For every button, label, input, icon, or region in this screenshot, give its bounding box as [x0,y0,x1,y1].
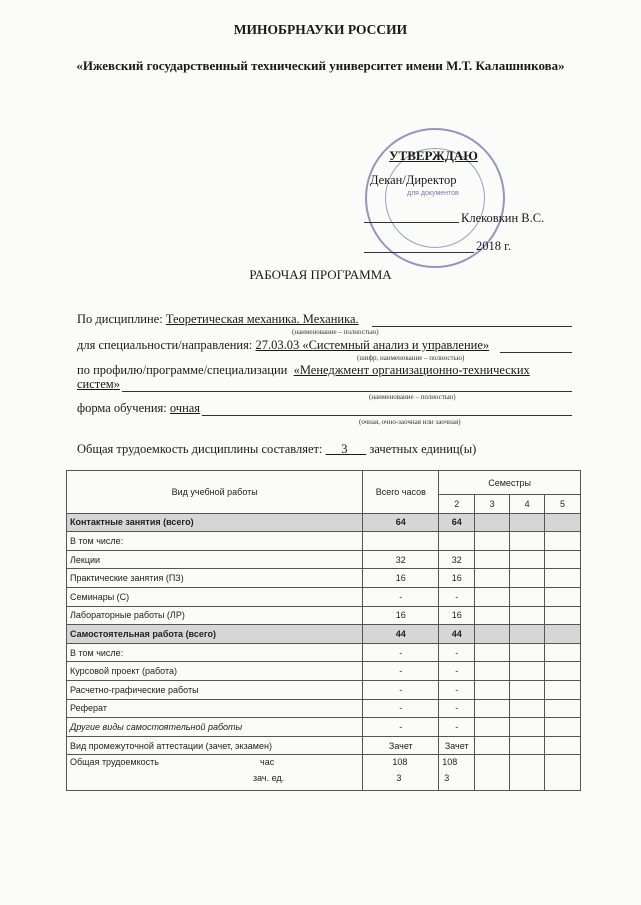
discipline-label: По дисциплине: [77,312,166,326]
profile-note: (наименование – полностью) [369,393,456,401]
table-row [67,606,581,625]
profile-label: по профилю/программе/специализации [77,363,288,377]
row-total [363,532,439,551]
row-total: 44 [363,625,439,644]
form-line [77,401,200,416]
workload-value: 3 [341,442,348,456]
table-row [67,569,581,588]
row-label: Самостоятельная работа (всего) [67,625,363,644]
workload-line [77,442,476,457]
header-total: Всего часов [363,471,439,514]
row-total: - [363,699,439,718]
row-total: - [363,662,439,681]
row-total: 64 [363,513,439,532]
total-hours: 108 [392,757,408,768]
row-s2: - [439,718,475,737]
row-s2: - [439,699,475,718]
row-s2: 16 [439,569,475,588]
row-label: Другие виды самостоятельной работы [67,718,363,737]
total-label: Общая трудоемкость [70,757,159,768]
semester-num: 2 [439,495,475,514]
table-row [67,662,581,681]
row-label: Семинары (С) [67,587,363,606]
signature-line [364,222,459,223]
row-label: Курсовой проект (работа) [67,662,363,681]
row-total: - [363,718,439,737]
approval-date: 2018 г. [476,239,511,253]
workload-unit: зачетных единиц(ы) [366,442,477,456]
workload-table [66,470,581,791]
semester-num: 5 [545,495,581,514]
approval-signer: Клековкин В.С. [461,211,545,225]
table-row [67,736,581,755]
row-label: В том числе: [67,532,363,551]
row-s2: 44 [439,625,475,644]
stamp-text: для документов [407,190,459,197]
row-label: Вид промежуточной аттестации (зачет, экзамен) [67,736,363,755]
university-name: «Ижевский государственный технический университет имени М.Т. Калашникова» [76,58,565,73]
row-label: Расчетно-графические работы [67,680,363,699]
document-title: РАБОЧАЯ ПРОГРАММА [249,267,392,282]
row-s2: - [439,643,475,662]
table-row [67,587,581,606]
table-header-row [67,471,581,495]
profile-line-2 [77,377,120,392]
row-label: В том числе: [67,643,363,662]
profile-line [77,363,530,378]
row-s2: 16 [439,606,475,625]
row-total: - [363,680,439,699]
row-total: 32 [363,550,439,569]
row-total: - [363,643,439,662]
row-label: Контактные занятия (всего) [67,513,363,532]
table-row [67,625,581,644]
header-type: Вид учебной работы [67,471,363,514]
row-s2: - [439,587,475,606]
table-row [67,718,581,737]
ministry-header: МИНОБРНАУКИ РОССИИ [233,22,408,37]
row-s2: Зачет [439,736,475,755]
row-label: Практические занятия (ПЗ) [67,569,363,588]
speciality-label: для специальности/направления: [77,338,256,352]
semester-num: 4 [510,495,545,514]
row-s2: 32 [439,550,475,569]
workload-value-wrap [326,442,367,456]
approval-role: Декан/Директор [370,173,457,187]
speciality-value: 27.03.03 «Системный анализ и управление» [255,338,490,352]
semester-num: 3 [475,495,510,514]
table-total-row [67,755,581,791]
speciality-line [77,338,489,353]
s2-hours: 108 [442,757,458,768]
table-row [67,532,581,551]
form-note: (очная, очно-заочная или заочная) [359,418,461,426]
form-value: очная [169,401,201,415]
row-label: Лекции [67,550,363,569]
row-total: Зачет [363,736,439,755]
discipline-line [77,312,359,327]
total-unit-credits: зач. ед. [253,773,285,784]
profile-value-2: систем» [77,377,120,391]
profile-value: «Менеджмент организационно-технических [293,363,530,377]
table-row [67,513,581,532]
discipline-value: Теоретическая механика. Механика. [165,312,359,326]
table-row [67,680,581,699]
table-row [67,550,581,569]
total-unit-hours: час [260,757,275,768]
approval-heading: УТВЕРЖДАЮ [389,148,478,163]
discipline-note: (наименование – полностью) [292,328,379,336]
row-label: Реферат [67,699,363,718]
table-row [67,699,581,718]
s2-credits: 3 [444,773,450,784]
row-s2 [439,532,475,551]
table-row [67,643,581,662]
speciality-note: (шифр, наименование – полностью) [357,354,465,362]
row-s2: - [439,680,475,699]
header-semesters: Семестры [439,471,581,495]
row-s2: - [439,662,475,681]
form-label: форма обучения: [77,401,170,415]
date-line [364,252,474,253]
row-total: - [363,587,439,606]
row-total: 16 [363,569,439,588]
row-total: 16 [363,606,439,625]
row-label: Лабораторные работы (ЛР) [67,606,363,625]
row-s2: 64 [439,513,475,532]
workload-label: Общая трудоемкость дисциплины составляет: [77,442,326,456]
total-credits: 3 [396,773,402,784]
